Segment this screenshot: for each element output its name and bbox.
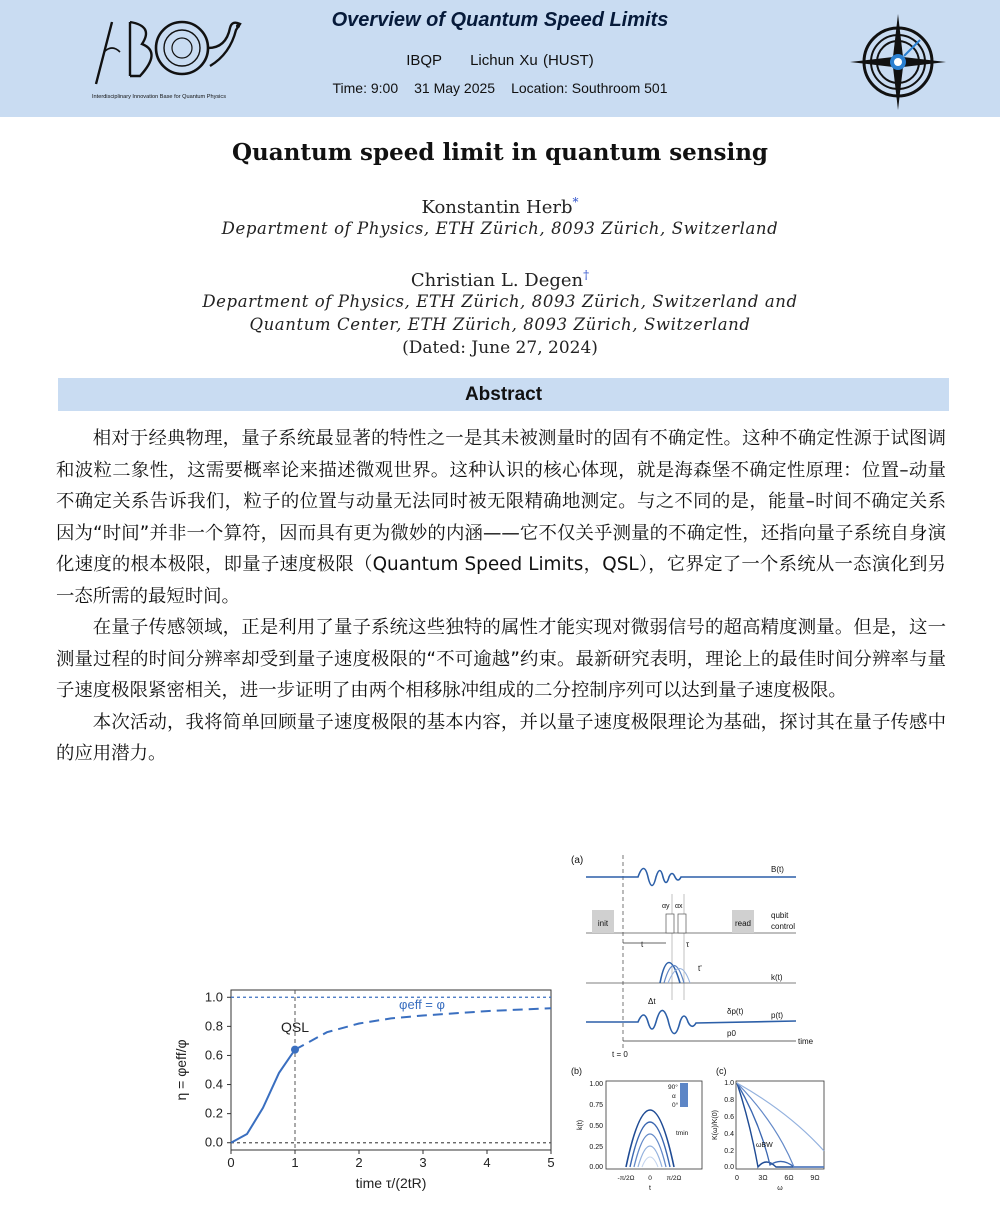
event-date: 31 May 2025 — [414, 80, 496, 96]
panel-b-label: (b) — [571, 1066, 582, 1076]
y-tick-label: 0.6 — [204, 1047, 223, 1063]
panel-a-qubit: qubit — [771, 911, 789, 920]
panel-b-alpha: α — [672, 1093, 676, 1100]
y-tick-label: 0.4 — [204, 1076, 223, 1092]
panel-c-xtick: 3Ω — [758, 1175, 768, 1182]
panel-b-ytick: 0.25 — [589, 1144, 603, 1151]
panel-c-bw: ωBW — [756, 1142, 773, 1149]
panel-a-t-prime: t' — [698, 964, 702, 973]
affiliation-1: Department of Physics, ETH Zürich, 8093 Zürich, Switzerland — [221, 219, 779, 238]
panel-c-ytick: 0.8 — [724, 1097, 734, 1104]
affiliation-2-line-2: Quantum Center, ETH Zürich, 8093 Zürich, Switzerland — [249, 315, 751, 334]
y-tick-label: 0.8 — [204, 1018, 223, 1034]
panel-b-xtick: -π/2Ω — [617, 1175, 635, 1182]
series-dashed-line — [295, 1008, 551, 1049]
panel-b-xtick: π/2Ω — [666, 1175, 682, 1182]
panel-a-init: init — [597, 919, 609, 928]
panel-c-ytick: 0.0 — [724, 1164, 734, 1171]
figure-panel-c — [710, 1063, 828, 1193]
event-time: Time: 9:00 — [332, 80, 399, 96]
paper-title: Quantum speed limit in quantum sensing — [231, 139, 769, 166]
panel-c-xlabel: ω — [777, 1185, 783, 1192]
panel-c-xtick: 0 — [735, 1175, 739, 1182]
panel-a-delta-t: Δt — [648, 997, 656, 1006]
x-tick-label: 1 — [291, 1155, 299, 1170]
panel-c-ylabel: K(ω)/K(0) — [712, 1110, 719, 1140]
affiliation-2-line-1: Department of Physics, ETH Zürich, 8093 Zürich, Switzerland and — [202, 292, 798, 311]
x-tick-label: 5 — [547, 1155, 555, 1170]
panel-a-read: read — [734, 919, 752, 928]
panel-b-xtick: 0 — [648, 1175, 652, 1182]
chart-x-axis-label: time τ/(2tR) — [355, 1175, 427, 1191]
qsl-chart — [160, 985, 570, 1195]
panel-a-k-label: k(t) — [771, 973, 783, 982]
abstract-body — [56, 423, 946, 770]
panel-c-xtick: 6Ω — [784, 1175, 794, 1182]
header-banner — [0, 0, 1000, 117]
panel-b-tmin: tmin — [676, 1130, 689, 1137]
dated-line: (Dated: June 27, 2024) — [402, 338, 598, 358]
event-location: Location: Southroom 501 — [511, 80, 668, 96]
panel-b-ytick: 0.75 — [589, 1102, 603, 1109]
panel-c-ytick: 0.4 — [724, 1131, 734, 1138]
panel-a-alpha-x: αx — [675, 903, 683, 910]
panel-b-ytick: 0.00 — [589, 1164, 603, 1171]
figure-panel-b — [568, 1063, 708, 1193]
x-tick-label: 3 — [419, 1155, 427, 1170]
panel-b-alpha-top: 90° — [668, 1084, 678, 1091]
reference-line-label: φeff = φ — [399, 997, 445, 1012]
panel-a-control: control — [771, 922, 796, 931]
panel-b-ylabel: k(t) — [577, 1119, 584, 1131]
speaker-name: Lichun Xu (HUST) — [470, 52, 594, 69]
event-title: Overview of Quantum Speed Limits — [331, 9, 669, 31]
panel-c-ytick: 0.6 — [724, 1114, 734, 1121]
panel-a-alpha-y: αy — [662, 903, 670, 910]
panel-c-ytick: 1.0 — [724, 1080, 734, 1087]
chart-y-axis-label: η = φeff/φ — [173, 1039, 189, 1101]
compass-logo — [848, 12, 948, 112]
abstract-heading: Abstract — [58, 378, 949, 411]
panel-a-label: (a) — [571, 855, 584, 866]
author-herb — [0, 195, 1000, 218]
panel-a-b-label: B(t) — [771, 865, 784, 874]
panel-a-p0: p0 — [727, 1029, 736, 1038]
abstract-paragraph-2: 在量子传感领域，正是利用了量子系统这些独特的属性才能实现对微弱信号的超高精度测量。但是，这一测量过程的时间分辨率却受到量子速度极限的“不可逾越”约束。最新研究表明，理论上的最佳时间分辨率与量子速度极限紧密相关，进一步证明了由两个相移脉冲组成的二分控制序列可以达到量子速度极限。 — [56, 617, 946, 701]
author-degen — [0, 268, 1000, 291]
panel-a-p-label: p(t) — [771, 1011, 783, 1020]
x-tick-label: 2 — [355, 1155, 363, 1170]
panel-a-time: time — [798, 1037, 814, 1046]
panel-a-t0: t = 0 — [612, 1050, 628, 1059]
qsl-point — [291, 1046, 299, 1054]
y-tick-label: 0.2 — [204, 1105, 223, 1121]
panel-a-tau: τ — [686, 940, 690, 949]
x-tick-label: 4 — [483, 1155, 491, 1170]
panel-c-ytick: 0.2 — [724, 1148, 734, 1155]
logo-caption: Interdisciplinary Innovation Base for Quantum Physics — [92, 94, 227, 100]
abstract-paragraph-3: 本次活动，我将简单回顾量子速度极限的基本内容，并以量子速度极限理论为基础，探讨其在量子传感中的应用潜力。 — [56, 711, 946, 764]
panel-b-xlabel: t — [649, 1185, 651, 1192]
figure-panel-a — [568, 850, 828, 1062]
panel-c-xtick: 9Ω — [810, 1175, 820, 1182]
series-solid-line — [231, 1050, 295, 1143]
abstract-paragraph-1: 相对于经典物理，量子系统最显著的特性之一是其未被测量时的固有不确定性。这种不确定性源于试图调和波粒二象性，这需要概率论来描述微观世界。这种认识的核心体现，就是海森堡不确定性原理：位置–动量不确定关系告诉我们，粒子的位置与动量无法同时被无限精确地测定。与之不同的是，能量–时间不确定关系因为“时间”并非一个算符，因而具有更为微妙的内涵——它不仅关乎测量的不确定性，还指向量子系统自身演化速度的根本极限，即量子速度极限（Quantum Speed Limits，QSL），它界定了一个系统从一态演化到另一态所需的最短时间。 — [56, 428, 946, 607]
panel-b-ytick: 1.00 — [589, 1081, 603, 1088]
panel-a-delta-p: δp(t) — [727, 1007, 744, 1016]
author-1-mark: * — [572, 195, 579, 209]
author-2-name: Christian L. Degen — [410, 270, 584, 291]
panel-a-t: t — [641, 940, 644, 949]
panel-b-ytick: 0.50 — [589, 1123, 603, 1130]
author-2-mark: † — [583, 268, 590, 282]
y-tick-label: 0.0 — [204, 1134, 223, 1150]
author-1-name: Konstantin Herb — [421, 197, 573, 218]
x-tick-label: 0 — [227, 1155, 235, 1170]
y-tick-label: 1.0 — [204, 989, 223, 1005]
org-name: IBQP — [406, 52, 443, 69]
panel-c-label: (c) — [716, 1066, 727, 1076]
qsl-point-label: QSL — [280, 1019, 310, 1035]
panel-b-alpha-bottom: 0° — [672, 1102, 679, 1109]
